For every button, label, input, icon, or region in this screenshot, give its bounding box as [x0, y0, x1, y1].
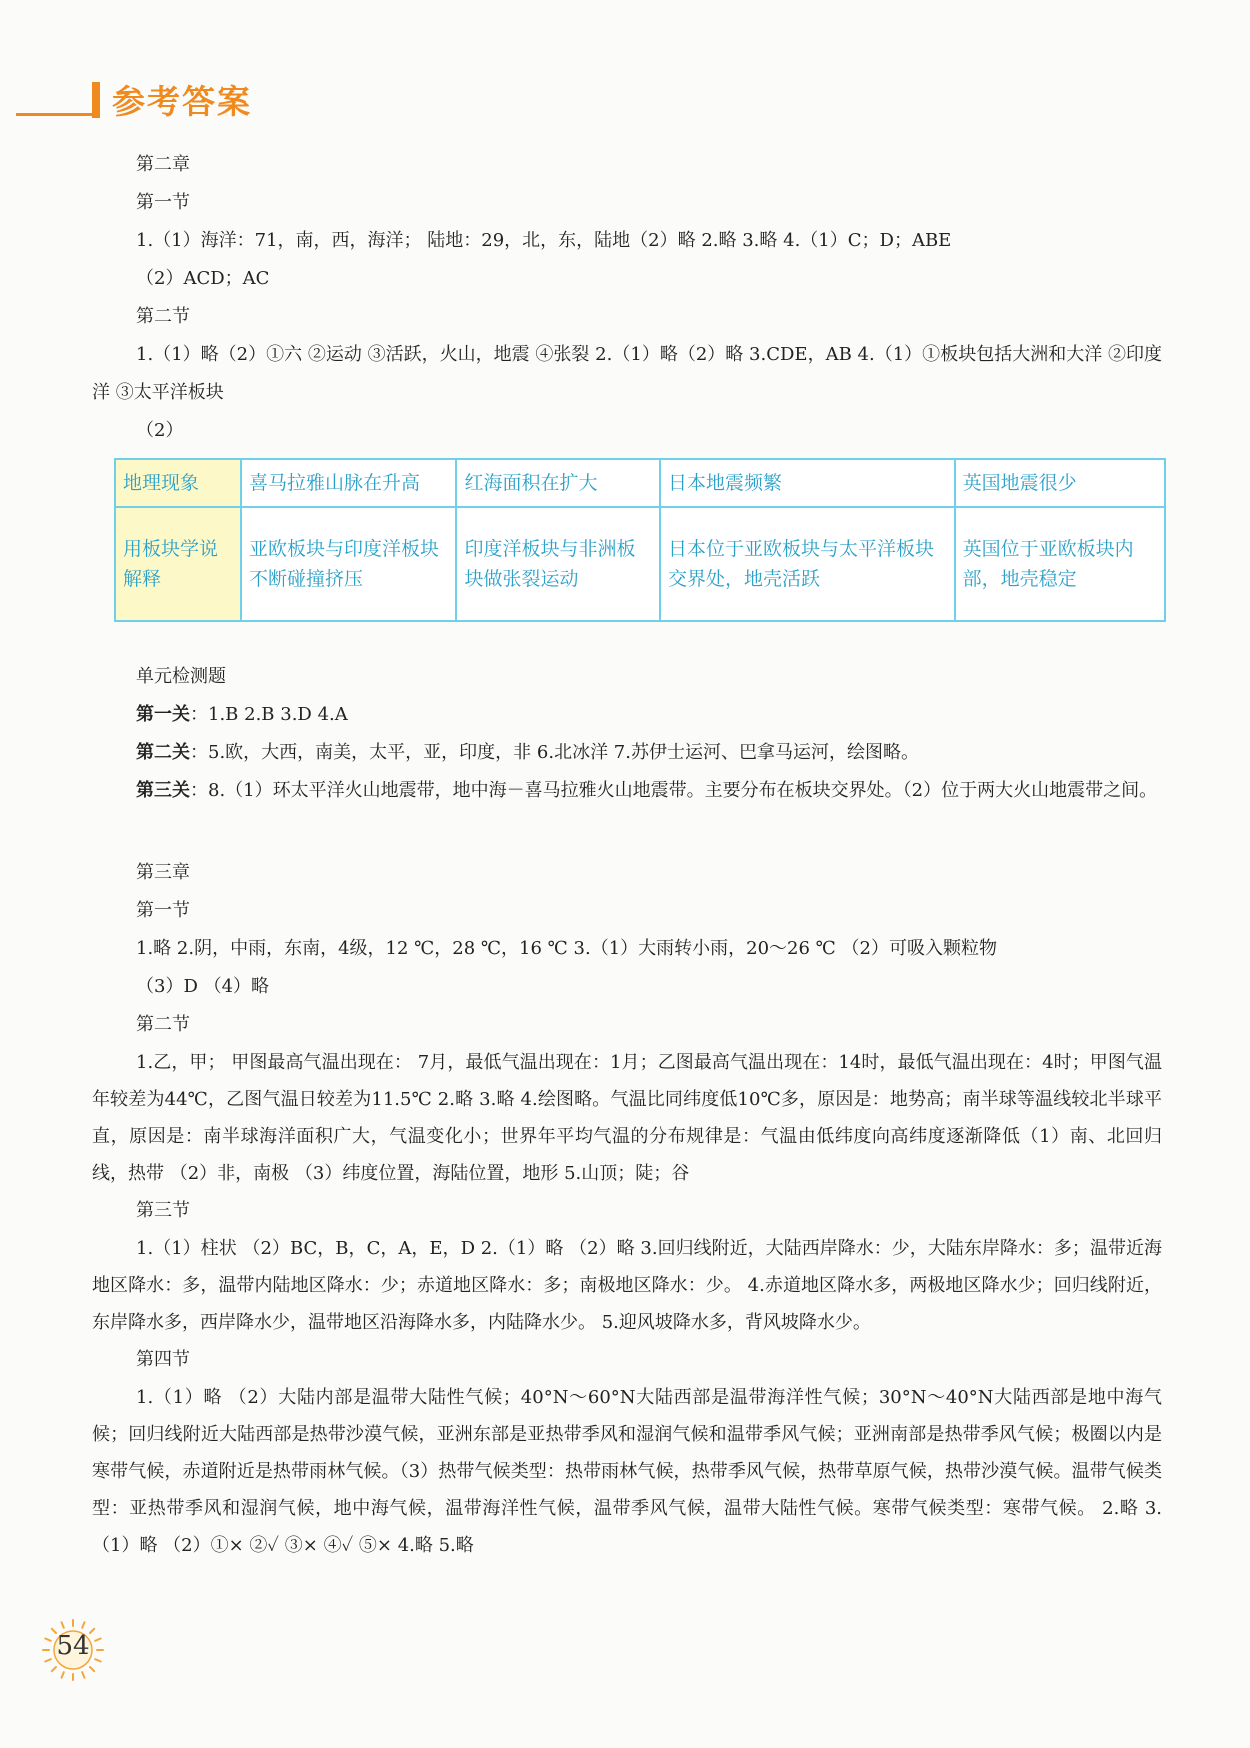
- chapter-2-title: 第二章: [136, 154, 190, 175]
- ch3-s4-answer-1: 1.（1）略 （2）大陆内部是温带大陆性气候；40°N～60°N大陆西部是温带海洋性气候；30°N～40°N大陆西部是地中海气候；回归线附近大陆西部是热带沙漠气候，亚洲东部是亚热带季风和湿润气候和温带季风气候；亚洲南部是热带季风气候；极圈以内是寒带气候，赤道附近是热带雨林气候。（3）热带气候类型：热带雨林气候，热带季风气候，热带草原气候，热带沙漠气候。温带气候类型：亚热带季风和湿润气候，地中海气候，温带海洋性气候，温带季风气候，温带大陆性气候。寒带气候类型：寒带气候。 2.略 3.（1）略 （2）①× ②✓ ③× ④✓ ⑤× 4.略 5.略: [92, 1387, 1162, 1556]
- page-title: 参考答案: [112, 82, 252, 121]
- ch3-s1-answer-2: （3）D （4）略: [136, 976, 270, 997]
- plate-theory-table: [114, 458, 1166, 622]
- table-cell: 亚欧板块与印度洋板块不断碰撞挤压: [241, 507, 456, 621]
- table-cell: 英国地震很少: [955, 459, 1165, 507]
- ch3-section-1-title: 第一节: [136, 900, 190, 921]
- ch3-section-4-title: 第四节: [136, 1349, 190, 1370]
- table-row: [115, 459, 1165, 507]
- ch2-section-2-title: 第二节: [136, 306, 190, 327]
- page-number: [40, 1617, 106, 1683]
- ch3-s3-answer-1: 1.（1）柱状 （2）BC，B，C，A，E，D 2.（1）略 （2）略 3.回归线附近，大陆西岸降水：少，大陆东岸降水：多；温带近海地区降水：多，温带内陆地区降水：少；赤道地区降水：多；南极地区降水：少。 4.赤道地区降水多，两极地区降水少；回归线附近，东岸降水多，西岸降水少，温带地区沿海降水多，内陆降水少。 5.迎风坡降水多，背风坡降水少。: [92, 1238, 1162, 1333]
- test-level-3: [92, 772, 1162, 810]
- table-cell: 地理现象: [115, 459, 241, 507]
- test-level-1: [92, 696, 1162, 734]
- table-cell: 喜马拉雅山脉在升高: [241, 459, 456, 507]
- ch2-s1-answer-2: （2）ACD；AC: [136, 268, 270, 289]
- header-bar: [16, 82, 96, 116]
- table-cell: 日本地震频繁: [660, 459, 955, 507]
- ch3-section-3-title: 第三节: [136, 1200, 190, 1221]
- level-label: 第二关: [136, 742, 190, 763]
- table-cell: 印度洋板块与非洲板块做张裂运动: [456, 507, 659, 621]
- test-level-2: [92, 734, 1162, 772]
- table-cell: 红海面积在扩大: [456, 459, 659, 507]
- table-cell: 用板块学说解释: [115, 507, 241, 621]
- ch2-section-1-title: 第一节: [136, 192, 190, 213]
- chapter-3-title: 第三章: [136, 862, 190, 883]
- unit-test-title: 单元检测题: [136, 666, 226, 687]
- level-text: ：1.B 2.B 3.D 4.A: [190, 704, 348, 725]
- level-label: 第一关: [136, 704, 190, 725]
- ch2-s1-answer-1: 1.（1）海洋：71，南，西，海洋； 陆地：29，北，东，陆地（2）略 2.略 3.略 4.（1）C；D；ABE: [136, 230, 952, 251]
- ch2-s2-answer-2: （2）: [136, 420, 184, 441]
- table-cell: 日本位于亚欧板块与太平洋板块交界处，地壳活跃: [660, 507, 955, 621]
- ch3-section-2-title: 第二节: [136, 1014, 190, 1035]
- level-text: ：8.（1）环太平洋火山地震带，地中海－喜马拉雅火山地震带。主要分布在板块交界处。（2）位于两大火山地震带之间。: [190, 780, 1158, 801]
- answer-content: [92, 146, 1162, 1564]
- header-accent: [92, 82, 100, 118]
- ch3-s2-answer-1: 1.乙，甲； 甲图最高气温出现在： 7月，最低气温出现在：1月；乙图最高气温出现在：14时，最低气温出现在：4时；甲图气温年较差为44℃，乙图气温日较差为11.5℃ 2.略 3.略 4.绘图略。气温比同纬度低10℃多，原因是：地势高；南半球等温线较北半球平直，原因是：南半球海洋面积广大，气温变化小；世界年平均气温的分布规律是：气温由低纬度向高纬度逐渐降低（1）南、北回归线，热带 （2）非，南极 （3）纬度位置，海陆位置，地形 5.山顶；陡；谷: [92, 1052, 1162, 1184]
- level-text: ：5.欧，大西，南美，太平，亚，印度，非 6.北冰洋 7.苏伊士运河、巴拿马运河，绘图略。: [190, 742, 919, 763]
- ch3-s1-answer-1: 1.略 2.阴，中雨，东南，4级，12 ℃，28 ℃，16 ℃ 3.（1）大雨转小雨，20～26 ℃ （2）可吸入颗粒物: [136, 938, 997, 959]
- table-row: [115, 507, 1165, 621]
- table-cell: 英国位于亚欧板块内部，地壳稳定: [955, 507, 1165, 621]
- ch2-s2-answer-1: 1.（1）略（2）①六 ②运动 ③活跃，火山，地震 ④张裂 2.（1）略（2）略 3.CDE，AB 4.（1）①板块包括大洲和大洋 ②印度洋 ③太平洋板块: [92, 344, 1162, 403]
- level-label: 第三关: [136, 780, 190, 801]
- page-number-text: 54: [56, 1631, 90, 1661]
